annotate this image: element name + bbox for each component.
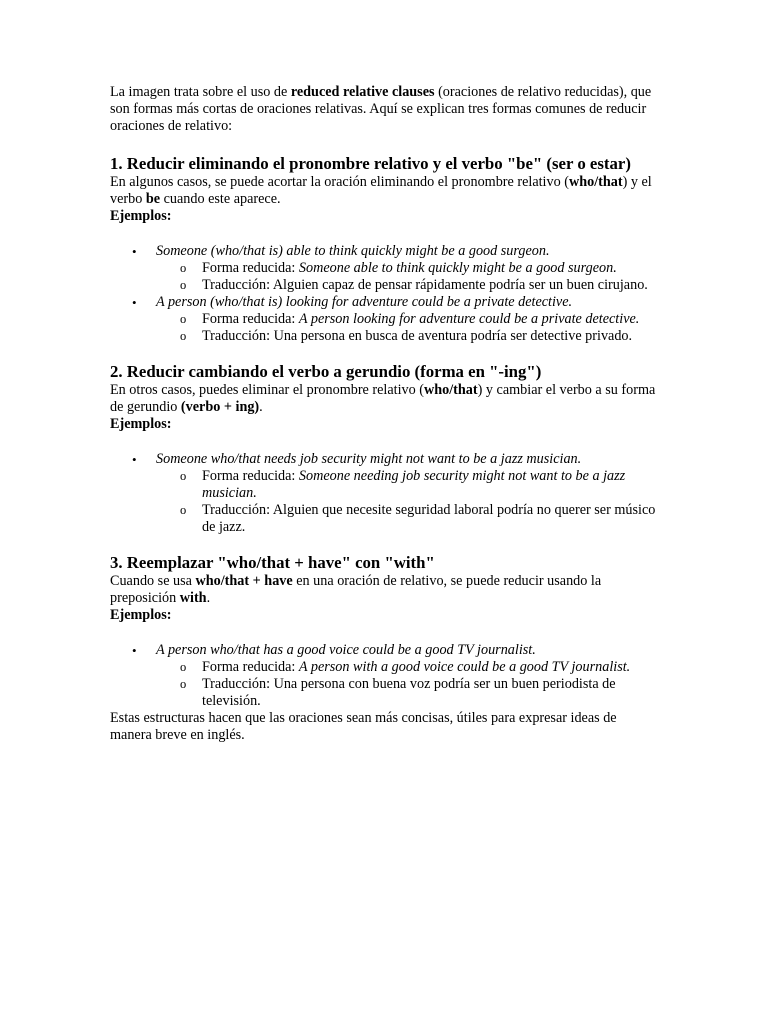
circle-bullet-icon: o [180,660,187,674]
bold-term: who/that [568,174,623,190]
section-3-examples [110,642,658,710]
translation [110,277,658,294]
reduced-sentence: A person looking for adventure could be a private detective. [298,311,640,327]
body-text: En otros casos, puedes eliminar el pronombre relativo ( [110,382,425,398]
translation-text: Una persona con buena voz podría ser un buen periodista de televisión. [202,676,616,709]
reduced-label: Forma reducida: [202,468,299,484]
example-item [110,642,658,710]
translation-text: Alguien capaz de pensar rápidamente podría ser un buen cirujano. [272,277,648,293]
circle-bullet-icon: o [180,329,187,343]
example-sentence: A person who/that has a good voice could be a good TV journalist. [156,642,536,658]
example-sentence: Someone who/that needs job security might not want to be a jazz musician. [156,451,582,467]
reduced-label: Forma reducida: [202,260,299,276]
bullet-icon: • [132,452,137,467]
bold-term: with [179,590,207,606]
circle-bullet-icon: o [180,677,187,691]
example-item [110,243,658,294]
bullet-icon: • [132,643,137,658]
section-3-heading: 3. Reemplazar "who/that + have" con "with" [110,553,435,572]
reduced-sentence: Someone needing job security might not want to be a jazz musician. [202,468,626,501]
translation-label: Traducción: [202,676,274,692]
translation-text: Una persona en busca de aventura podría ser detective privado. [273,328,633,344]
section-1-examples [110,243,658,345]
reduced-label: Forma reducida: [202,311,299,327]
translation-label: Traducción: [202,502,273,518]
translation-label: Traducción: [202,328,274,344]
examples-label: Ejemplos: [110,416,172,432]
body-text: Cuando se usa [110,573,196,589]
section-1-body [110,174,658,208]
circle-bullet-icon: o [180,312,187,326]
bold-term: who/that [424,382,478,398]
body-text: ) y el verbo [110,174,652,207]
example-item [110,451,658,536]
circle-bullet-icon: o [180,261,187,275]
reduced-form [110,311,658,328]
reduced-form [110,468,658,502]
bold-term: (verbo + ing) [180,399,260,415]
section-3-body [110,573,658,607]
section-2-body [110,382,658,416]
body-text: en una oración de relativo, se puede reducir usando la preposición [110,573,602,606]
reduced-form [110,260,658,277]
body-text: cuando este aparece. [160,191,281,207]
bullet-icon: • [132,244,137,259]
example-details [156,468,658,536]
body-text: . [259,399,263,415]
intro-bold-term: reduced relative clauses [290,84,435,100]
section-2-heading: 2. Reducir cambiando el verbo a gerundio (forma en "-ing") [110,362,542,381]
circle-bullet-icon: o [180,278,187,292]
bullet-icon: • [132,295,137,310]
translation [110,502,658,536]
section-1-heading: 1. Reducir eliminando el pronombre relativo y el verbo "be" (ser o estar) [110,154,631,173]
section-2-examples [110,451,658,536]
examples-label: Ejemplos: [110,607,172,623]
example-details [156,311,658,345]
intro-text: (oraciones de relativo reducidas), que son formas más cortas de oraciones relativas. Aquí se explican tres formas comunes de reducir oraciones de relativo: [110,84,652,134]
example-item [110,294,658,345]
translation [110,676,658,710]
body-text: ) y cambiar el verbo a su forma de gerundio [110,382,656,415]
reduced-sentence: Someone able to think quickly might be a good surgeon. [298,260,617,276]
example-details [156,260,658,294]
body-text: En algunos casos, se puede acortar la oración eliminando el pronombre relativo ( [110,174,569,190]
bold-term: who/that + have [195,573,293,589]
bold-term: be [145,191,161,207]
circle-bullet-icon: o [180,469,187,483]
example-sentence: A person (who/that is) looking for adventure could be a private detective. [156,294,573,310]
document-page [110,84,658,744]
intro-text: La imagen trata sobre el uso de [110,84,291,100]
translation-text: Alguien que necesite seguridad laboral podría no querer ser músico de jazz. [202,502,656,535]
examples-label: Ejemplos: [110,208,172,224]
circle-bullet-icon: o [180,503,187,517]
intro-paragraph [110,84,658,135]
reduced-sentence: A person with a good voice could be a good TV journalist. [298,659,631,675]
example-details [156,659,658,710]
body-text: . [206,590,211,606]
closing-paragraph: Estas estructuras hacen que las oraciones sean más concisas, útiles para expresar ideas de manera breve en inglés. [110,710,617,743]
reduced-label: Forma reducida: [202,659,299,675]
reduced-form [110,659,658,676]
translation [110,328,658,345]
example-sentence: Someone (who/that is) able to think quickly might be a good surgeon. [156,243,550,259]
translation-label: Traducción: [202,277,273,293]
